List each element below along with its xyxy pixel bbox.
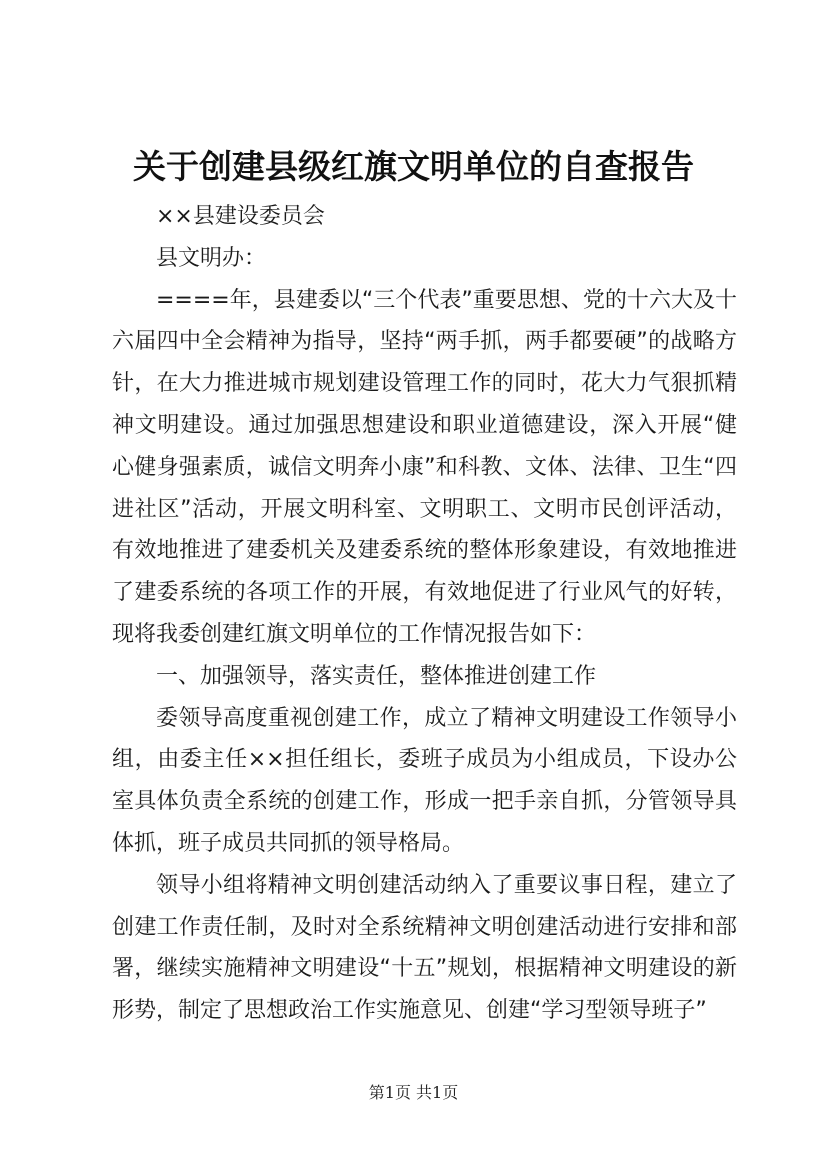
paragraph-intro: ====年，县建委以“三个代表”重要思想、党的十六大及十六届四中全会精神为指导，坚持“两手抓，两手都要硬”的战略方针，在大力推进城市规划建设管理工作的同时，花大力气狠抓精神文明建设。通过加强思想建设和职业道德建设，深入开展“健心健身强素质，诚信文明奔小康”和科教、文体、法律、卫生“四进社区”活动，开展文明科室、文明职工、文明市民创评活动，有效地推进了建委机关及建委系统的整体形象建设，有效地推进了建委系统的各项工作的开展，有效地促进了行业风气的好转，现将我委创建红旗文明单位的工作情况报告如下： — [112, 287, 737, 647]
page-number: 第1页 共1页 — [368, 1083, 459, 1102]
paragraph-agenda: 领导小组将精神文明创建活动纳入了重要议事日程，建立了创建工作责任制，及时对全系统精神文明创建活动进行安排和部署，继续实施精神文明建设“十五”规划，根据精神文明建设的新形势，制定了思想政治工作实施意见、创建“学习型领导班子” — [112, 872, 737, 1024]
section-heading-1: 一、加强领导，落实责任，整体推进创建工作 — [156, 663, 597, 689]
paragraph-leadership: 委领导高度重视创建工作，成立了精神文明建设工作领导小组，由委主任××担任组长，委班子成员为小组成员，下设办公室具体负责全系统的创建工作，形成一把手亲自抓，分管领导具体抓，班子成员共同抓的领导格局。 — [112, 705, 737, 856]
document-body — [112, 196, 737, 1032]
document-title: 关于创建县级红旗文明单位的自查报告 — [133, 147, 694, 186]
salutation: 县文明办： — [156, 245, 267, 271]
author-line: ××县建设委员会 — [156, 204, 325, 229]
